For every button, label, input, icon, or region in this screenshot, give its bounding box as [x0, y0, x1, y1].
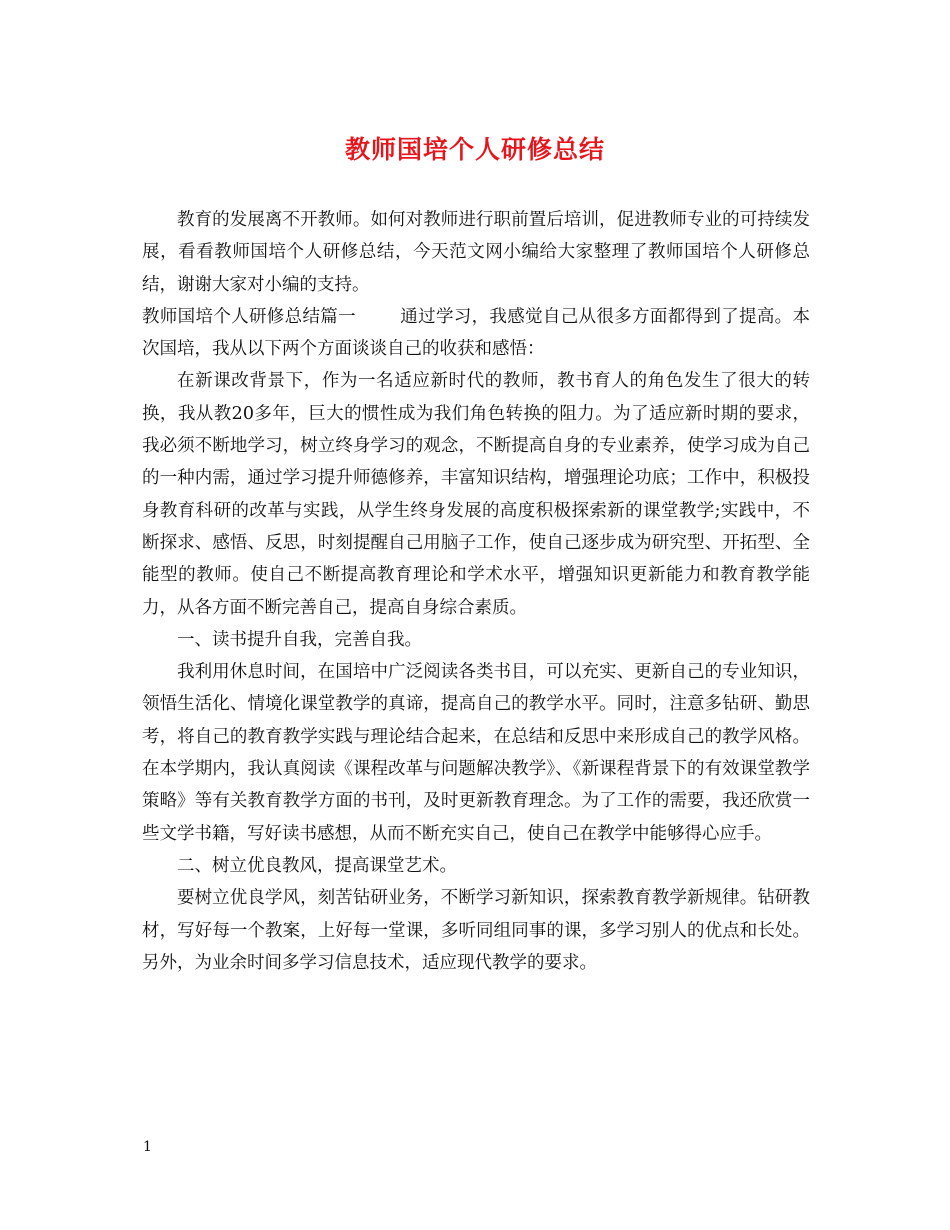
teaching-style-paragraph: 要树立优良学风，刻苦钻研业务，不断学习新知识，探索教育教学新规律。钻研教材，写好每一个教案，上好每一堂课，多听同组同事的课，多学习别人的优点和长处。另外，为业余时间多学习信息技术，适应现代教学的要求。: [142, 888, 810, 973]
section-lead: 通过学习，我感觉自己从很多方面都得到了提高。本次国培，我从以下两个方面谈谈自己的收获和感悟：: [142, 306, 811, 360]
intro-paragraph: 教育的发展离不开教师。如何对教师进行职前置后培训，促进教师专业的可持续发展，看看教师国培个人研修总结，今天范文网小编给大家整理了教师国培个人研修总结，谢谢大家对小编的支持。: [142, 210, 810, 295]
document-body: [142, 204, 810, 979]
background-paragraph: 在新课改背景下，作为一名适应新时代的教师，教书育人的角色发生了很大的转换，我从教20多年，巨大的惯性成为我们角色转换的阻力。为了适应新时期的要求，我必须不断地学习，树立终身学习的观念，不断提高自身的专业素养，使学习成为自己的一种内需，通过学习提升师德修养，丰富知识结构，增强理论功底；工作中，积极投身教育科研的改革与实践，从学生终身发展的高度积极探索新的课堂教学;实践中，不断探求、感悟、反思，时刻提醒自己用脑子工作，使自己逐步成为研究型、开拓型、全能型的教师。使自己不断提高教育理论和学术水平，增强知识更新能力和教育教学能力，从各方面不断完善自己，提高自身综合素质。: [142, 371, 810, 618]
section-paragraph: [142, 301, 810, 366]
heading-reading: 一、读书提升自我，完善自我。: [177, 629, 422, 650]
heading-teaching-style: 二、树立优良教风，提高课堂艺术。: [177, 855, 457, 876]
reading-paragraph: 我利用休息时间，在国培中广泛阅读各类书目，可以充实、更新自己的专业知识，领悟生活化、情境化课堂教学的真谛，提高自己的教学水平。同时，注意多钻研、勤思考，将自己的教育教学实践与理论结合起来，在总结和反思中来形成自己的教学风格。在本学期内，我认真阅读《课程改革与问题解决教学》、《新课程背景下的有效课堂教学策略》等有关教育教学方面的书刊，及时更新教育理念。为了工作的需要，我还欣赏一些文学书籍，写好读书感想，从而不断充实自己，使自己在教学中能够得心应手。: [142, 662, 810, 844]
page-number: 1: [143, 1139, 152, 1155]
section-title: 教师国培个人研修总结篇一: [142, 306, 356, 327]
document-title: 教师国培个人研修总结: [344, 135, 605, 164]
